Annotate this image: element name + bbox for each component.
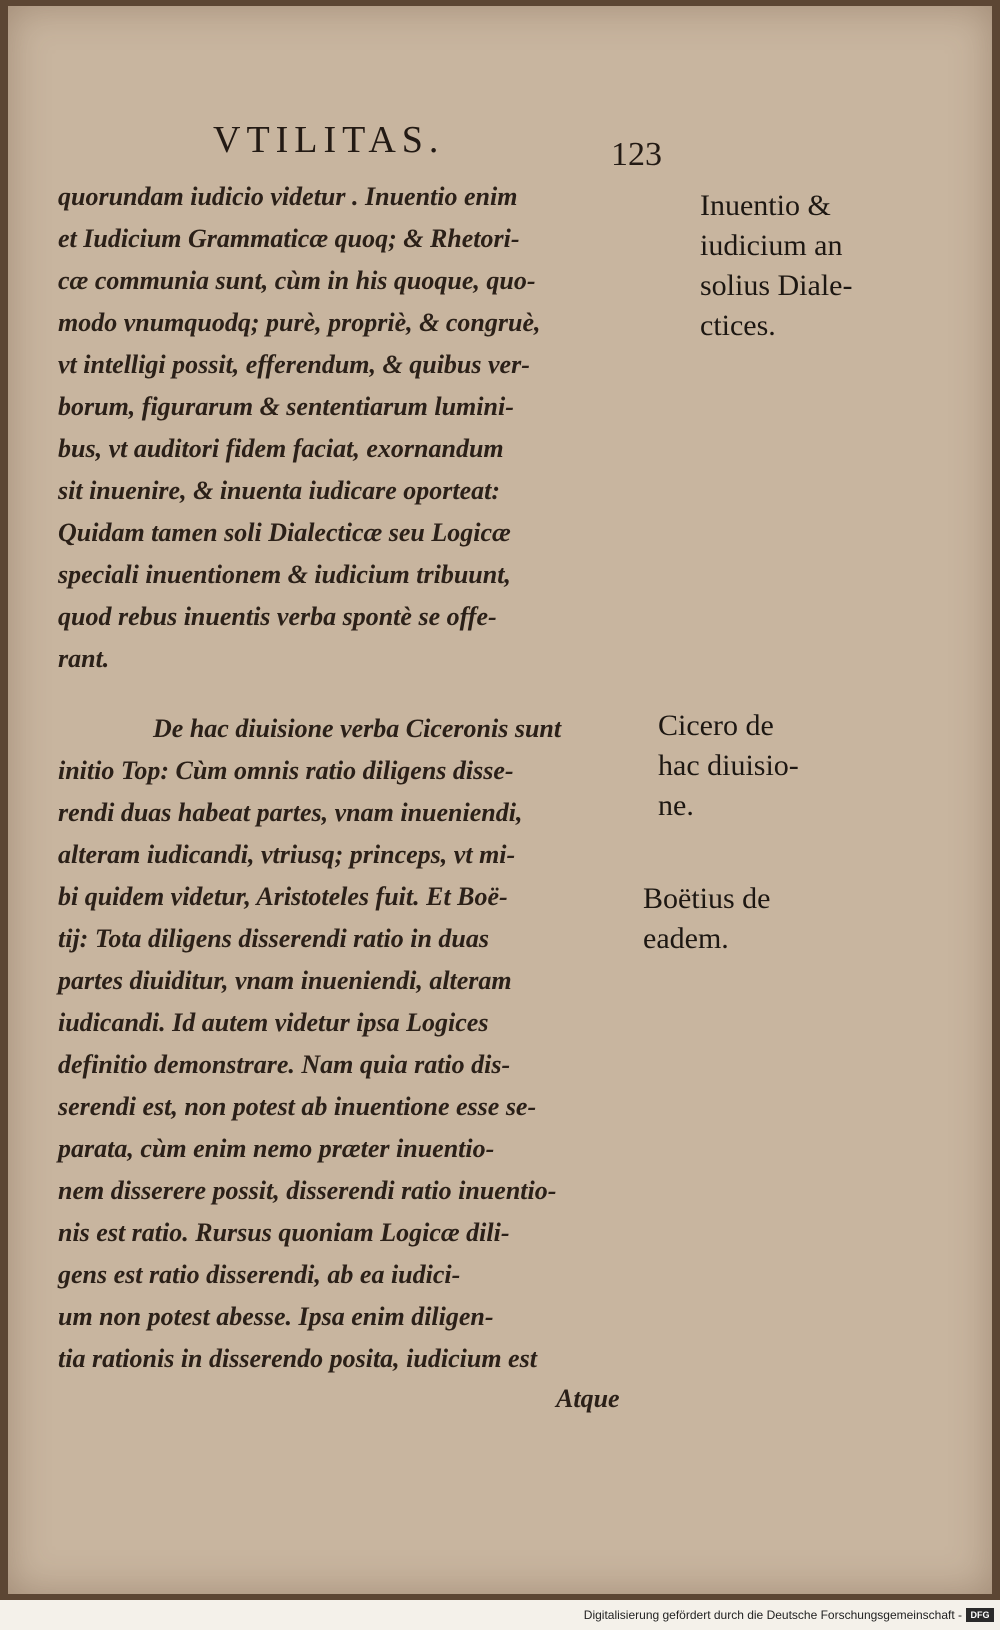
text-line: parata, cùm enim nemo præter inuentio- xyxy=(58,1134,495,1163)
text-line: gens est ratio disserendi, ab ea iudici- xyxy=(58,1260,461,1289)
margin-note-inuentio xyxy=(700,186,920,346)
text-line: modo vnumquodq; purè, propriè, & congruè, xyxy=(58,308,541,337)
margin-note-line: hac diuisio- xyxy=(658,749,799,782)
text-line: tij: Tota diligens disserendi ratio in duas xyxy=(58,924,490,953)
text-line: quorundam iudicio videtur . Inuentio enim xyxy=(58,182,518,211)
text-line: tia rationis in disserendo posita, iudicium est xyxy=(58,1344,537,1373)
text-line: iudicandi. Id autem videtur ipsa Logices xyxy=(58,1008,489,1037)
footer-bar xyxy=(0,1600,1000,1630)
margin-note-line: solius Diale- xyxy=(700,269,853,302)
text-line: partes diuiditur, vnam inueniendi, alteram xyxy=(58,966,512,995)
text-line: borum, figurarum & sententiarum lumini- xyxy=(58,392,514,421)
margin-note-line: iudicium an xyxy=(700,229,843,262)
dfg-logo: DFG xyxy=(966,1608,994,1622)
text-line: rant. xyxy=(58,644,110,673)
text-line: alteram iudicandi, vtriusq; princeps, vt mi- xyxy=(58,840,516,869)
catchword: Atque xyxy=(556,1384,620,1413)
margin-note-cicero xyxy=(658,706,878,826)
text-line: De hac diuisione verba Ciceronis sunt xyxy=(153,714,562,743)
text-line: bi quidem videtur, Aristoteles fuit. Et Boë- xyxy=(58,882,508,911)
text-line: rendi duas habeat partes, vnam inueniendi, xyxy=(58,798,523,827)
text-line: um non potest abesse. Ipsa enim diligen- xyxy=(58,1302,494,1331)
margin-note-line: Cicero de xyxy=(658,709,774,742)
text-line: speciali inuentionem & iudicium tribuunt, xyxy=(58,560,511,589)
text-line: vt intelligi possit, efferendum, & quibus ver- xyxy=(58,350,530,379)
text-line: Quidam tamen soli Dialecticæ seu Logicæ xyxy=(58,518,511,547)
main-text-block xyxy=(58,176,658,1380)
page-number: 123 xyxy=(611,136,662,173)
margin-note-line: ne. xyxy=(658,789,694,822)
text-line: nem disserere possit, disserendi ratio inuentio- xyxy=(58,1176,557,1205)
text-line: bus, vt auditori fidem faciat, exornandum xyxy=(58,434,504,463)
text-line: nis est ratio. Rursus quoniam Logicæ dili- xyxy=(58,1218,510,1247)
text-line: et Iudicium Grammaticæ quoq; & Rhetori- xyxy=(58,224,520,253)
margin-note-line: Boëtius de xyxy=(643,882,771,915)
margin-note-line: eadem. xyxy=(643,922,729,955)
margin-note-line: ctices. xyxy=(700,309,776,342)
text-line: quod rebus inuentis verba spontè se offe- xyxy=(58,602,497,631)
footer-credit: Digitalisierung gefördert durch die Deutsche Forschungsgemeinschaft - xyxy=(583,1608,962,1622)
margin-note-line: Inuentio & xyxy=(700,189,831,222)
text-line: serendi est, non potest ab inuentione esse se- xyxy=(58,1092,537,1121)
book-page xyxy=(8,6,992,1594)
text-line: initio Top: Cùm omnis ratio diligens disse- xyxy=(58,756,514,785)
text-line: cæ communia sunt, cùm in his quoque, quo- xyxy=(58,266,536,295)
running-head: VTILITAS. xyxy=(213,119,445,161)
text-line: definitio demonstrare. Nam quia ratio dis- xyxy=(58,1050,511,1079)
margin-note-boetius xyxy=(643,879,843,959)
text-line: sit inuenire, & inuenta iudicare oporteat: xyxy=(58,476,501,505)
